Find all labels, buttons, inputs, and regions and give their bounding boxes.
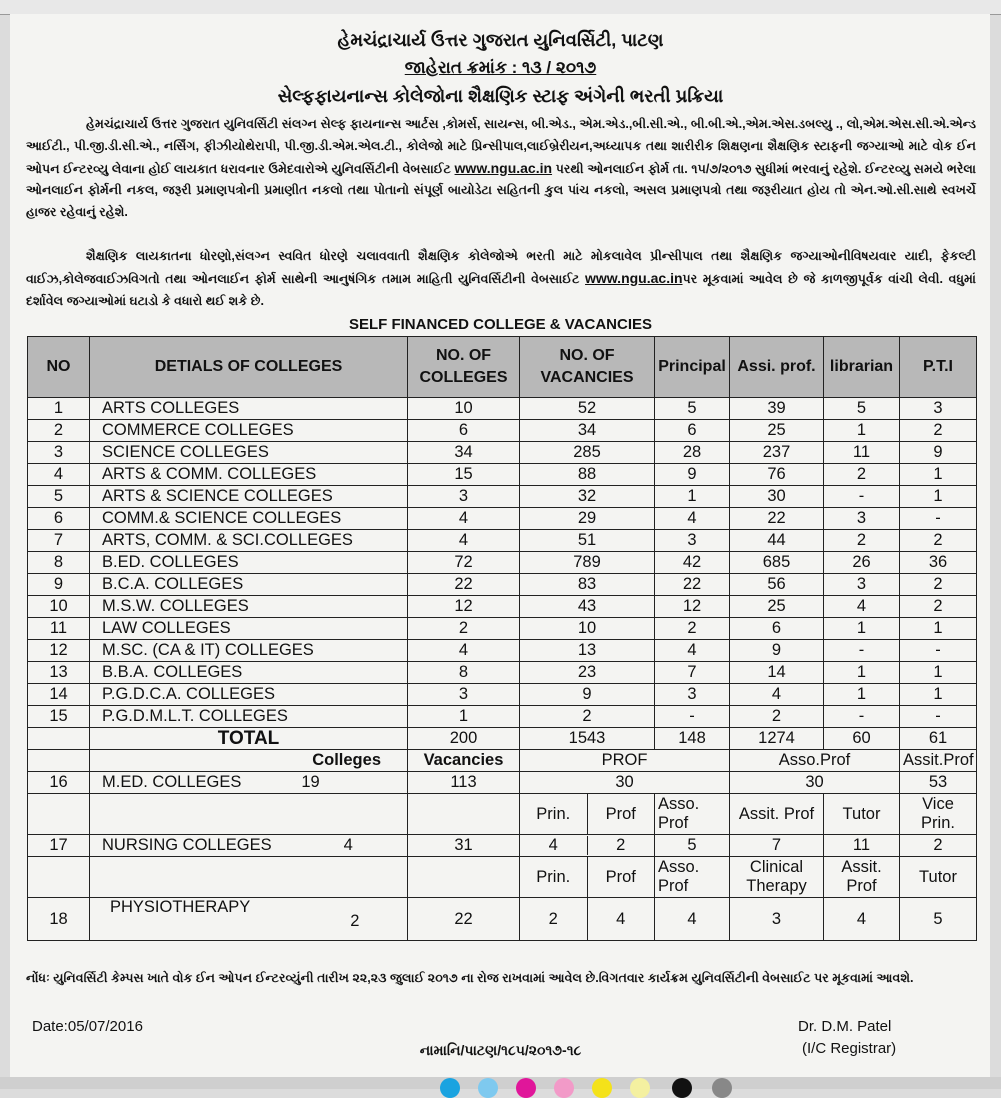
table-cell: 4 [824, 596, 900, 618]
table-cell: 52 [520, 398, 655, 420]
table-cell: 39 [730, 398, 824, 420]
table-cell: 34 [408, 442, 520, 464]
table-cell: 12 [655, 596, 730, 618]
table-cell: 15 [28, 706, 90, 728]
print-color-dot [672, 1078, 692, 1098]
table-cell: 2 [900, 596, 977, 618]
footer-note: નોંધઃ યુનિવર્સિટી કેમ્પસ ખાતે વોક ઈન ઓપન ઈન્ટરવ્યુંની તારીખ ૨૨,૨૩ જુલાઈ ૨૦૧૭ ના રોજ રાખવામાં આવેલ છે.વિગતવાર કાર્યક્રમ યુનિવર્સિટીની વેબસાઈટ પર મૂકવામાં આવશે. [26, 971, 914, 985]
table-cell: 42 [655, 552, 730, 574]
table-cell: 2 [28, 420, 90, 442]
table-cell: 30 [730, 486, 824, 508]
med-header-row [28, 750, 977, 772]
table-cell: 4 [730, 684, 824, 706]
university-title: હેમચંદ્રાચાર્ય ઉત્તર ગુજરાત યુનિવર્સિટી, પાટણ [337, 30, 664, 50]
col-header: NO [28, 337, 90, 398]
table-cell: 10 [520, 618, 655, 640]
college-name-cell: ARTS, COMM. & SCI.COLLEGES [90, 530, 408, 552]
med-vacancies-header: Vacancies [408, 750, 520, 772]
college-name-cell: SCIENCE COLLEGES [90, 442, 408, 464]
table-cell: 22 [408, 574, 520, 596]
col-header: Principal [655, 337, 730, 398]
print-color-dot [712, 1078, 732, 1098]
table-cell: - [824, 640, 900, 662]
table-cell: 25 [730, 420, 824, 442]
total-assi-prof: 1274 [730, 728, 824, 750]
table-cell: 14 [730, 662, 824, 684]
nursing-row: 17 NURSING COLLEGES 4 31 4 2 5 7 11 2 [28, 835, 977, 857]
reference-code: નામાનિ/પાટણ/૧૮૫/૨૦૧૭-૧૮ [419, 1042, 582, 1058]
table-cell: 11 [28, 618, 90, 640]
col-header: Assi. prof. [730, 337, 824, 398]
table-cell: 1 [824, 618, 900, 640]
table-row [28, 398, 977, 420]
college-name-cell: B.B.A. COLLEGES [90, 662, 408, 684]
table-row [28, 442, 977, 464]
table-cell: 72 [408, 552, 520, 574]
table-cell: 1 [900, 684, 977, 706]
table-cell: 36 [900, 552, 977, 574]
table-cell: 14 [28, 684, 90, 706]
table-cell: 5 [28, 486, 90, 508]
col-header: librarian [824, 337, 900, 398]
college-name-cell: ARTS & COMM. COLLEGES [90, 464, 408, 486]
table-cell: 3 [408, 486, 520, 508]
med-prof-header: PROF [520, 750, 730, 772]
table-cell: 9 [28, 574, 90, 596]
table-cell: 3 [824, 574, 900, 596]
table-cell: 285 [520, 442, 655, 464]
table-cell: 7 [28, 530, 90, 552]
table-row [28, 596, 977, 618]
table-cell: 5 [824, 398, 900, 420]
table-cell: 2 [824, 464, 900, 486]
table-cell: 26 [824, 552, 900, 574]
table-cell: 22 [655, 574, 730, 596]
table-cell: 76 [730, 464, 824, 486]
table-cell: 789 [520, 552, 655, 574]
signatory-name: Dr. D.M. Patel [798, 1018, 892, 1035]
table-row [28, 684, 977, 706]
bottom-strip [0, 1077, 1001, 1089]
college-name-cell: P.G.D.M.L.T. COLLEGES [90, 706, 408, 728]
table-row [28, 420, 977, 442]
table-row [28, 706, 977, 728]
table-cell: 1 [824, 662, 900, 684]
table-cell: 2 [900, 530, 977, 552]
table-cell: 237 [730, 442, 824, 464]
table-cell: 8 [28, 552, 90, 574]
table-cell: 3 [655, 530, 730, 552]
table-row [28, 574, 977, 596]
college-name-cell: COMM.& SCIENCE COLLEGES [90, 508, 408, 530]
table-cell: 4 [28, 464, 90, 486]
nursing-header-row: Prin. Prof Asso. Prof Assit. Prof Tutor Vice Prin. [28, 794, 977, 835]
total-colleges: 200 [408, 728, 520, 750]
col-header: DETIALS OF COLLEGES [90, 337, 408, 398]
table-row [28, 508, 977, 530]
physio-header-row: Prin. Prof Asso. Prof Clinical Therapy Assit. Prof Tutor [28, 857, 977, 898]
table-cell: 88 [520, 464, 655, 486]
med-asso-prof-header: Asso.Prof [730, 750, 900, 772]
table-cell: 1 [655, 486, 730, 508]
college-name-cell: B.ED. COLLEGES [90, 552, 408, 574]
table-cell: 2 [824, 530, 900, 552]
table-cell: 8 [408, 662, 520, 684]
cropped-top-strip [0, 0, 1001, 15]
total-vacancies: 1543 [520, 728, 655, 750]
table-cell: - [900, 508, 977, 530]
print-color-dot [516, 1078, 536, 1098]
med-row: 16 M.ED. COLLEGES 19 113 30 30 53 [28, 772, 977, 794]
table-cell: 2 [520, 706, 655, 728]
table-cell: 2 [900, 574, 977, 596]
col-header: NO. OF VACANCIES [520, 337, 655, 398]
table-cell: 51 [520, 530, 655, 552]
table-cell: 4 [408, 508, 520, 530]
table-row [28, 662, 977, 684]
table-row [28, 530, 977, 552]
table-cell: 6 [730, 618, 824, 640]
print-color-dot [478, 1078, 498, 1098]
table-cell: 9 [730, 640, 824, 662]
college-name-cell: M.S.W. COLLEGES [90, 596, 408, 618]
table-cell: 6 [28, 508, 90, 530]
table-cell: 9 [900, 442, 977, 464]
date: Date:05/07/2016 [32, 1018, 143, 1035]
table-cell: 1 [900, 618, 977, 640]
print-color-dot [554, 1078, 574, 1098]
table-cell: 3 [824, 508, 900, 530]
table-cell: - [824, 486, 900, 508]
table-cell: 4 [655, 508, 730, 530]
website-link[interactable]: www.ngu.ac.in [454, 159, 553, 176]
table-cell: 10 [408, 398, 520, 420]
paragraph-1: હેમચંદ્રાચાર્ય ઉત્તર ગુજરાત યુનિવર્સિટી સંલગ્ન સેલ્ફ ફાયનાન્સ આર્ટસ ,કોમર્સ, સાયન્સ, બી.એડ., એમ.એડ.,બી.સી.એ., બી.બી.એ.,એમ.એસ.ડબલ્યુ ., લો,એમ.એસ.સી.એ.એન્ડ આઈટી., પી.જી.ડી.સી.એ., નર્સિંગ, ફીઝીયોથેરાપી, પી.જી.ડી.એમ.એલ.ટી., કોલેજો માટે પ્રિન્સીપાલ,લાઈબ્રેરીયન,અધ્યાપક તથા શારીરીક શિક્ષણના શૈક્ષણિક સ્ટાફની જગ્યાઓ માટે વોક ઈન ઓપન ઈન્ટરવ્યુ લેવાના હોઈ લાયકાત ધરાવનાર ઉમેદવારોએ યુનિવર્સિટીની વેબસાઈટ www.ngu.ac.in પરથી ઓનલાઈન ફોર્મ તા. ૧૫/૭/૨૦૧૭ સુધીમાં ભરવાનું રહેશે. ઈન્ટરવ્યુ સમયે ભરેલા ઓનલાઈન ફોર્મની નકલ, જરૂરી પ્રમાણપત્રોની પ્રમાણીત નકલો તથા પોતાનો સંપૂર્ણ બાયોડેટા સહિતની કુલ પાંચ નકલો, અસલ પ્રમાણપત્રો તથા જરૂરીયાત હોય તો એન.ઓ.સી.સાથે સ્વખર્ચે હાજર રહેવાનું રહેશે. [26, 117, 977, 220]
college-name-cell: ARTS & SCIENCE COLLEGES [90, 486, 408, 508]
table-row [28, 552, 977, 574]
table-cell: 43 [520, 596, 655, 618]
table-cell: 3 [900, 398, 977, 420]
print-color-dot [440, 1078, 460, 1098]
print-color-dot [592, 1078, 612, 1098]
table-cell: 2 [900, 420, 977, 442]
table-cell: 2 [655, 618, 730, 640]
table-header-row [28, 337, 977, 398]
table-cell: 4 [655, 640, 730, 662]
table-cell: 29 [520, 508, 655, 530]
table-cell: 28 [655, 442, 730, 464]
table-cell: - [824, 706, 900, 728]
college-name-cell: LAW COLLEGES [90, 618, 408, 640]
table-cell: 83 [520, 574, 655, 596]
vacancies-table [27, 336, 977, 941]
table-cell: 1 [408, 706, 520, 728]
total-row [28, 728, 977, 750]
table-cell: - [900, 640, 977, 662]
ad-number: જાહેરાત ક્રમાંક : ૧૩ / ૨૦૧૭ [404, 58, 597, 77]
col-header: NO. OF COLLEGES [408, 337, 520, 398]
table-cell: 1 [28, 398, 90, 420]
table-row [28, 618, 977, 640]
table-cell: 6 [408, 420, 520, 442]
table-cell: 13 [520, 640, 655, 662]
print-color-dot [630, 1078, 650, 1098]
table-cell: 3 [28, 442, 90, 464]
signatory-title: (I/C Registrar) [802, 1040, 897, 1057]
table-cell: 4 [408, 640, 520, 662]
paragraph-2: શૈક્ષણિક લાયકાતના ધોરણો,સંલગ્ન સ્વવિત ધોરણે ચલાવવાતી શૈક્ષણિક કોલેજોએ ભરતી માટે મોકલાવેલ પ્રીન્સીપાલ તથા શૈક્ષણિક જગ્યાઓનીવિષયવાર યાદી, ફેકલ્ટી વાઈઝ,કોલેજવાઈઝવિગતો તથા ઓનલાઈન ફોર્મ સાથેની આનુષંગિક તમામ માહિતી યુનિવર્સિટીની વેબસાઈટ www.ngu.ac.inપર મૂકવામાં આવેલ છે જે કાળજીપૂર્વક વાંચી લેવી. વધુમાં દર્શાવેલ જગ્યાઓમાં ઘટાડો કે વધારો થઈ શકે છે. [26, 249, 976, 308]
total-librarian: 60 [824, 728, 900, 750]
college-name-cell: ARTS COLLEGES [90, 398, 408, 420]
ad-subject: સેલ્ફફાયનાન્સ કોલેજોના શૈક્ષણિક સ્ટાફ અંગેની ભરતી પ્રક્રિયા [277, 86, 724, 106]
college-name-cell: M.SC. (CA & IT) COLLEGES [90, 640, 408, 662]
college-name-cell: COMMERCE COLLEGES [90, 420, 408, 442]
table-cell: 1 [900, 662, 977, 684]
table-cell: 3 [408, 684, 520, 706]
table-cell: 12 [28, 640, 90, 662]
college-name-cell: B.C.A. COLLEGES [90, 574, 408, 596]
table-title: SELF FINANCED COLLEGE & VACANCIES [348, 316, 653, 333]
total-principal: 148 [655, 728, 730, 750]
table-cell: 56 [730, 574, 824, 596]
col-header: P.T.I [900, 337, 977, 398]
total-pti: 61 [900, 728, 977, 750]
physio-row: 18 PHYSIOTHERAPY2 22 2 4 4 3 4 5 [28, 898, 977, 941]
table-cell: 9 [655, 464, 730, 486]
table-cell: 4 [408, 530, 520, 552]
med-assit-prof-header: Assit.Prof [900, 750, 977, 772]
table-cell: 34 [520, 420, 655, 442]
total-label: TOTAL [90, 728, 408, 750]
table-cell: 32 [520, 486, 655, 508]
table-cell: 15 [408, 464, 520, 486]
table-cell: 11 [824, 442, 900, 464]
table-cell: 23 [520, 662, 655, 684]
table-cell: 10 [28, 596, 90, 618]
table-cell: 9 [520, 684, 655, 706]
table-cell: 1 [900, 464, 977, 486]
table-cell: 5 [655, 398, 730, 420]
college-name-cell: P.G.D.C.A. COLLEGES [90, 684, 408, 706]
table-cell: 13 [28, 662, 90, 684]
table-cell: 6 [655, 420, 730, 442]
table-row [28, 464, 977, 486]
med-colleges-header: Colleges [90, 750, 408, 772]
table-cell: 3 [655, 684, 730, 706]
table-cell: 44 [730, 530, 824, 552]
table-cell: - [655, 706, 730, 728]
table-cell: - [900, 706, 977, 728]
table-cell: 2 [408, 618, 520, 640]
table-row [28, 640, 977, 662]
table-cell: 1 [824, 420, 900, 442]
table-cell: 7 [655, 662, 730, 684]
table-cell: 12 [408, 596, 520, 618]
table-cell: 2 [730, 706, 824, 728]
table-cell: 1 [900, 486, 977, 508]
website-link[interactable]: www.ngu.ac.in [585, 269, 683, 286]
table-cell: 1 [824, 684, 900, 706]
table-cell: 22 [730, 508, 824, 530]
table-cell: 685 [730, 552, 824, 574]
table-row [28, 486, 977, 508]
table-cell: 25 [730, 596, 824, 618]
